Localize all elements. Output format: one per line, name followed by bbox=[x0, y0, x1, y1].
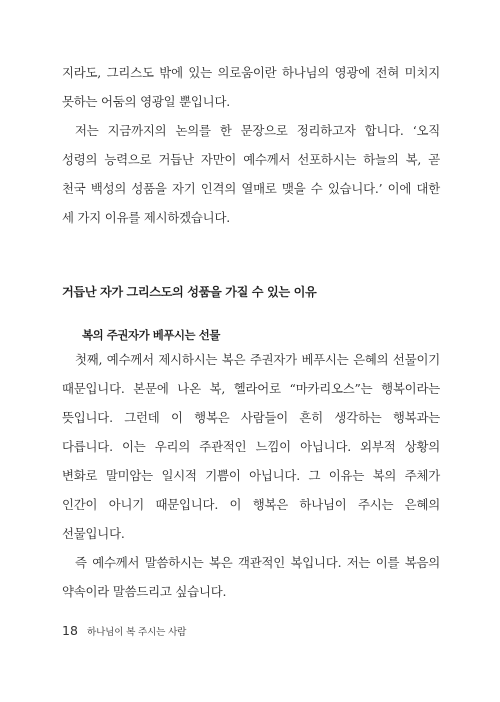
paragraph: 저는 지금까지의 논의를 한 문장으로 정리하고자 합니다. ‘오직 성령의 능력으로 거듭난 자만이 예수께서 선포하시는 하늘의 복, 곧 천국 백성의 성품을 자기 인격의 열매로 맺을 수 있습니다.’ 이에 대한 세 가지 이유를 제시하겠습니다. bbox=[62, 123, 440, 225]
text-block-top bbox=[62, 58, 440, 232]
running-title: 하나님이 복 주시는 사람 bbox=[87, 627, 187, 638]
page-footer bbox=[62, 620, 186, 639]
paragraph: 즉 예수께서 말씀하시는 복은 객관적인 복입니다. 저는 이를 복음의 약속이라 말씀드리고 싶습니다. bbox=[62, 555, 440, 599]
section-heading: 거듭난 자가 그리스도의 성품을 가질 수 있는 이유 bbox=[62, 285, 317, 299]
paragraph: 지라도, 그리스도 밖에 있는 의로움이란 하나님의 영광에 전혀 미치지 못하는 어둠의 영광일 뿐입니다. bbox=[62, 65, 440, 109]
page-content bbox=[62, 0, 440, 702]
paragraph: 첫째, 예수께서 제시하시는 복은 주권자가 베푸시는 은혜의 선물이기 때문입니다. 본문에 나온 복, 헬라어로 “마카리오스”는 행복이라는 뜻입니다. 그런데 이 행복은 사람들이 흔히 생각하는 행복과는 다릅니다. 이는 우리의 주관적인 느낌이 아닙니다. 외부적 상황의 변화로 말미암는 일시적 기쁨이 아닙니다. 그 이유는 복의 주체가 인간이 아니기 때문입니다. 이 행복은 하나님이 주시는 은혜의 선물입니다. bbox=[62, 352, 440, 541]
text-block-bottom bbox=[62, 345, 440, 606]
sub-heading: 복의 주권자가 베푸시는 선물 bbox=[82, 328, 220, 342]
page-number: 18 bbox=[62, 623, 78, 638]
